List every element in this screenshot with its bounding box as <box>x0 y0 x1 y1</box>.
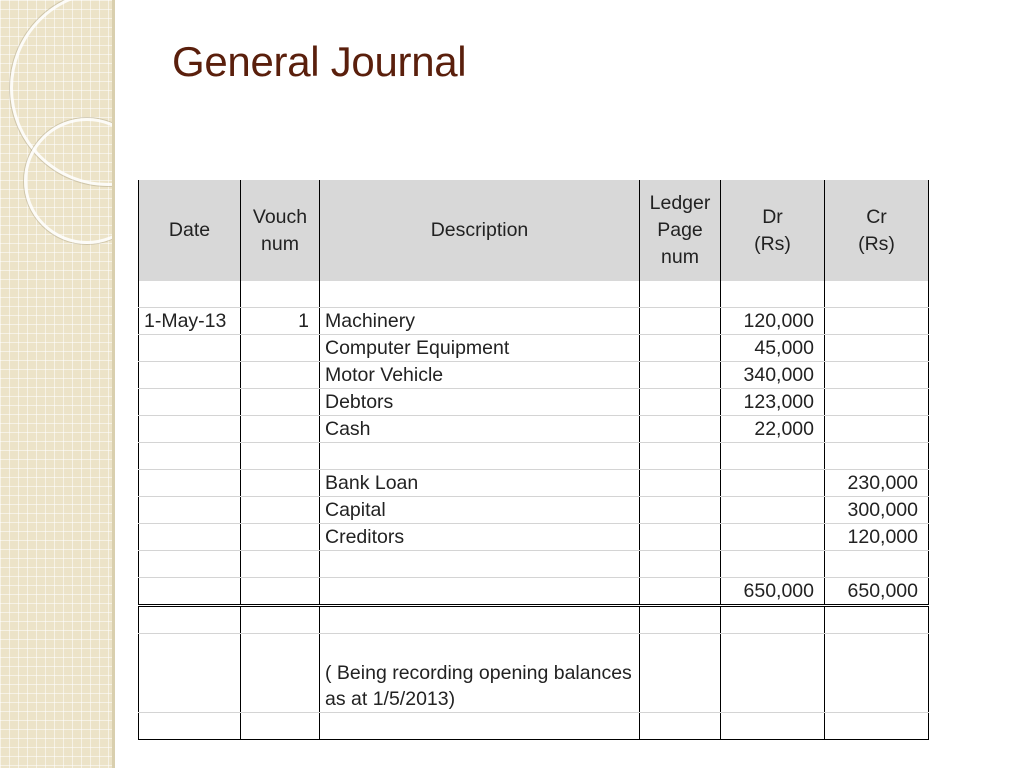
credit-account: Creditors <box>320 524 640 551</box>
entry-voucher-num: 1 <box>241 308 320 335</box>
debit-amount: 120,000 <box>721 308 825 335</box>
table-row <box>139 713 929 740</box>
debit-account: Computer Equipment <box>320 335 640 362</box>
header-debit: Dr (Rs) <box>721 180 825 281</box>
debit-amount: 45,000 <box>721 335 825 362</box>
credit-amount: 120,000 <box>825 524 929 551</box>
table-header-row <box>139 180 929 281</box>
credit-account: Bank Loan <box>320 470 640 497</box>
debit-account: Machinery <box>320 308 640 335</box>
decorative-sidebar <box>0 0 115 768</box>
debit-account: Debtors <box>320 389 640 416</box>
table-row <box>139 606 929 634</box>
table-row <box>139 362 929 389</box>
header-date: Date <box>139 180 241 281</box>
table-row <box>139 551 929 578</box>
journal-table <box>138 180 929 740</box>
table-row <box>139 416 929 443</box>
narration: ( Being recording opening balances as at 1/5/2013) <box>320 634 640 713</box>
table-row <box>139 281 929 308</box>
debit-amount: 340,000 <box>721 362 825 389</box>
header-voucher-num: Vouch num <box>241 180 320 281</box>
header-description: Description <box>320 180 640 281</box>
totals-row <box>139 578 929 606</box>
debit-total: 650,000 <box>721 578 825 606</box>
table-row <box>139 308 929 335</box>
debit-account: Motor Vehicle <box>320 362 640 389</box>
entry-date: 1-May-13 <box>139 308 241 335</box>
table-row <box>139 335 929 362</box>
table-row <box>139 497 929 524</box>
debit-amount: 22,000 <box>721 416 825 443</box>
table-row <box>139 524 929 551</box>
credit-account: Capital <box>320 497 640 524</box>
narration-row <box>139 634 929 713</box>
credit-amount: 230,000 <box>825 470 929 497</box>
debit-amount: 123,000 <box>721 389 825 416</box>
header-ledger-page-num: Ledger Page num <box>640 180 721 281</box>
credit-total: 650,000 <box>825 578 929 606</box>
table-row <box>139 443 929 470</box>
header-credit: Cr (Rs) <box>825 180 929 281</box>
debit-account: Cash <box>320 416 640 443</box>
page-title: General Journal <box>172 38 467 85</box>
credit-amount: 300,000 <box>825 497 929 524</box>
table-row <box>139 470 929 497</box>
table-row <box>139 389 929 416</box>
